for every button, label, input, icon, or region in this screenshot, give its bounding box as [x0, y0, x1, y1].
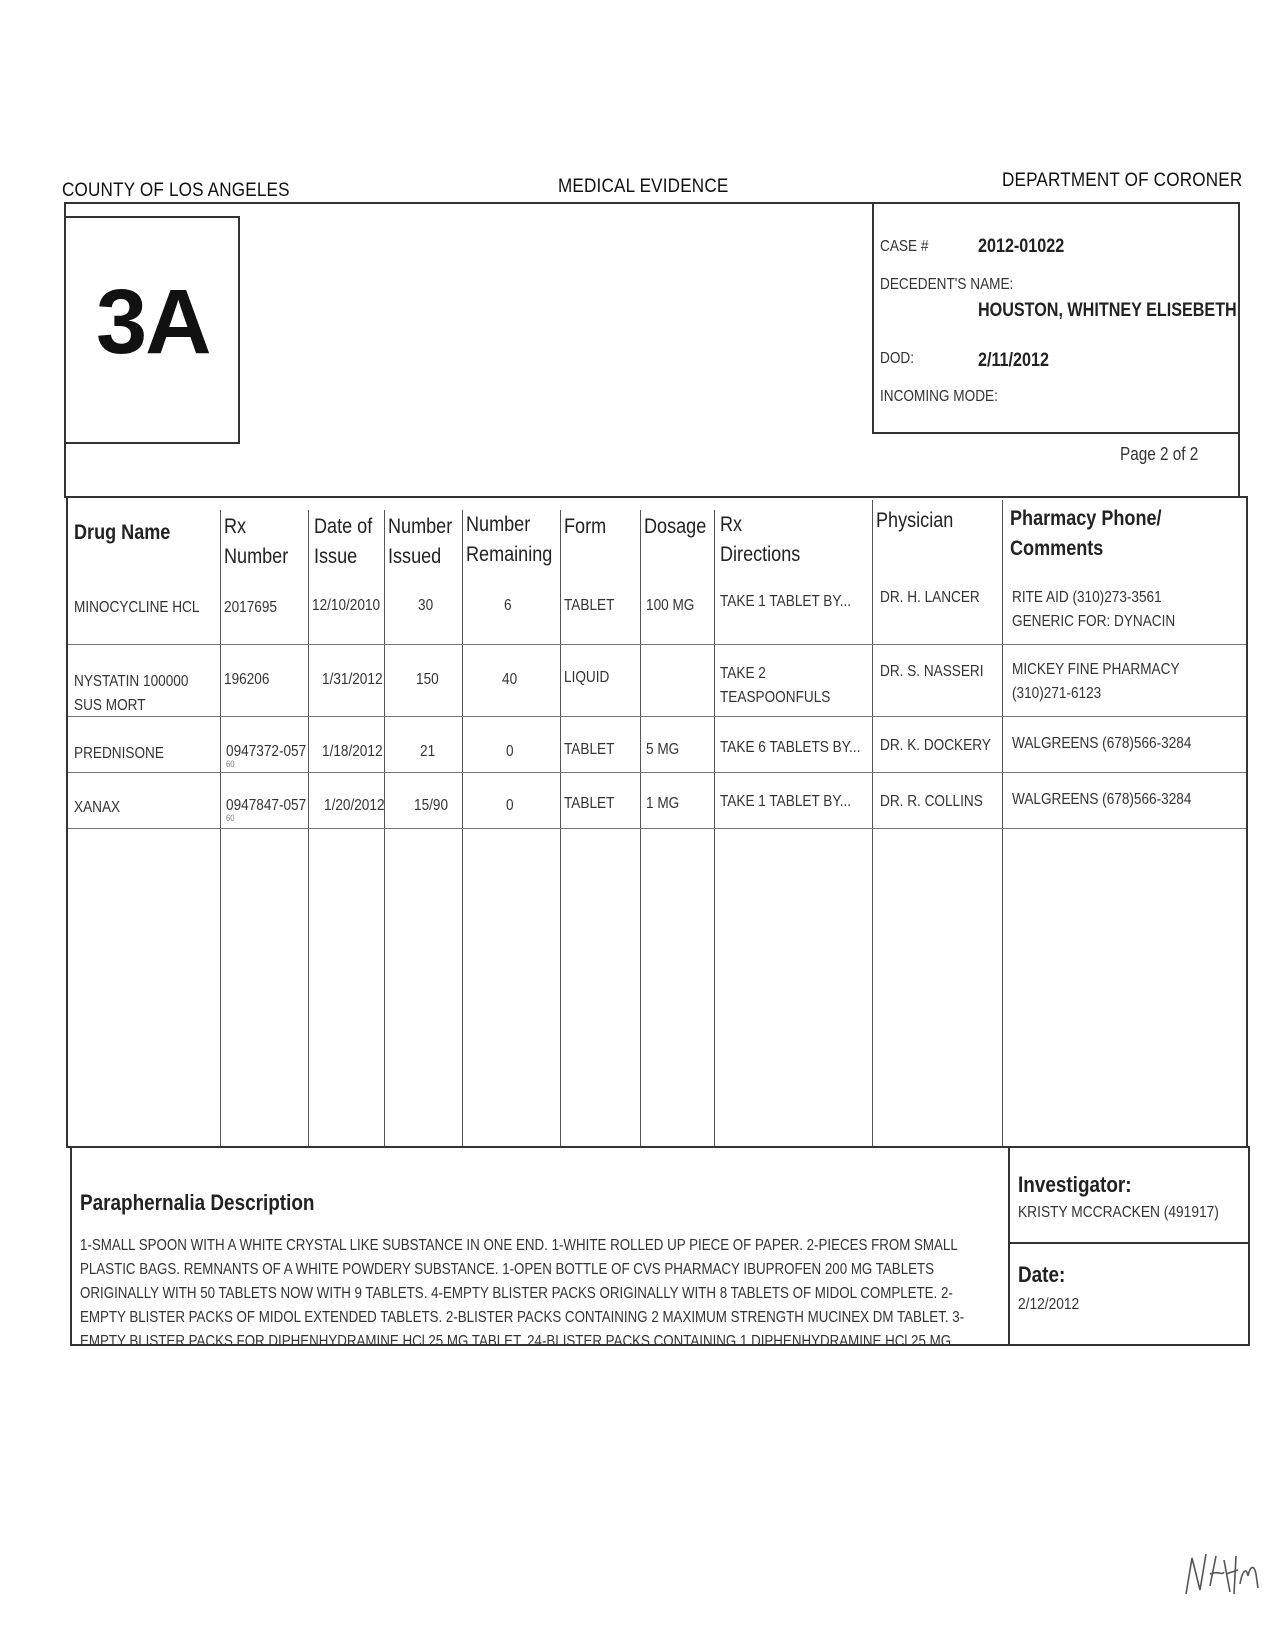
incoming-mode-label: INCOMING MODE:: [880, 388, 998, 405]
investigator-name: KRISTY MCCRACKEN (491917): [1018, 1204, 1219, 1221]
exhibit-number: 3A: [96, 271, 210, 373]
dod-label: DOD:: [880, 350, 914, 367]
investigation-date: 2/12/2012: [1018, 1296, 1080, 1313]
case-number: 2012-01022: [978, 236, 1065, 257]
date-of-death: 2/11/2012: [978, 350, 1049, 371]
case-number-label: CASE #: [880, 238, 929, 255]
col-physician: Physician: [876, 509, 954, 532]
col-dosage: Dosage: [644, 515, 707, 538]
col-pharmacy: Pharmacy Phone/ Comments: [1010, 507, 1162, 560]
col-date-of-issue: Date of Issue: [314, 515, 373, 568]
page-number: Page 2 of 2: [1120, 444, 1199, 464]
col-rx-directions: Rx Directions: [720, 513, 801, 566]
col-form: Form: [564, 515, 607, 538]
handwritten-initials: [1180, 1536, 1270, 1606]
date-label: Date:: [1018, 1262, 1066, 1287]
document-title: MEDICAL EVIDENCE: [558, 176, 729, 197]
case-info-box: [872, 204, 874, 434]
decedent-name-label: DECEDENT'S NAME:: [880, 276, 1014, 293]
col-number-remaining: Number Remaining: [466, 513, 553, 566]
county-header: COUNTY OF LOS ANGELES: [62, 180, 290, 201]
investigator-label: Investigator:: [1018, 1172, 1132, 1197]
col-rx-number: Rx Number: [224, 515, 289, 568]
col-number-issued: Number Issued: [388, 515, 453, 568]
col-drug-name: Drug Name: [74, 521, 171, 544]
department-header: DEPARTMENT OF CORONER: [1002, 170, 1243, 191]
paraphernalia-text: 1-SMALL SPOON WITH A WHITE CRYSTAL LIKE SUBSTANCE IN ONE END. 1-WHITE ROLLED UP PIECE OF PAPER. 2-PIECES FROM SMALL PLASTIC BAGS. REMNANTS OF A WHITE POWDERY SUBSTANCE. 1-OPEN BOTTLE OF CVS PHARMACY IBUPROFEN 200 MG TABLETS ORIGINALLY WITH 50 TABLETS NOW WITH 9 TABLETS. 4-EMPTY BLISTER PACKS ORIGINALLY WITH 8 TABLETS OF MIDOL COMPLETE. 2- EMPTY BLISTER PACKS OF MIDOL EXTENDED TABLETS. 2-BLISTER PACKS CONTAINING 2 MAXIMUM STRENGTH MUCINEX DM TABLET. 3- EMPTY BLISTER PACKS FOR DIPHENHYDRAMINE HCl 25 MG TABLET. 24-BLISTER PACKS CONTAINING 1 DIPHENHYDRAMINE HCl 25 MG: [80, 1237, 965, 1350]
decedent-name: HOUSTON, WHITNEY ELISEBETH: [978, 300, 1237, 321]
paraphernalia-title: Paraphernalia Description: [80, 1190, 315, 1215]
